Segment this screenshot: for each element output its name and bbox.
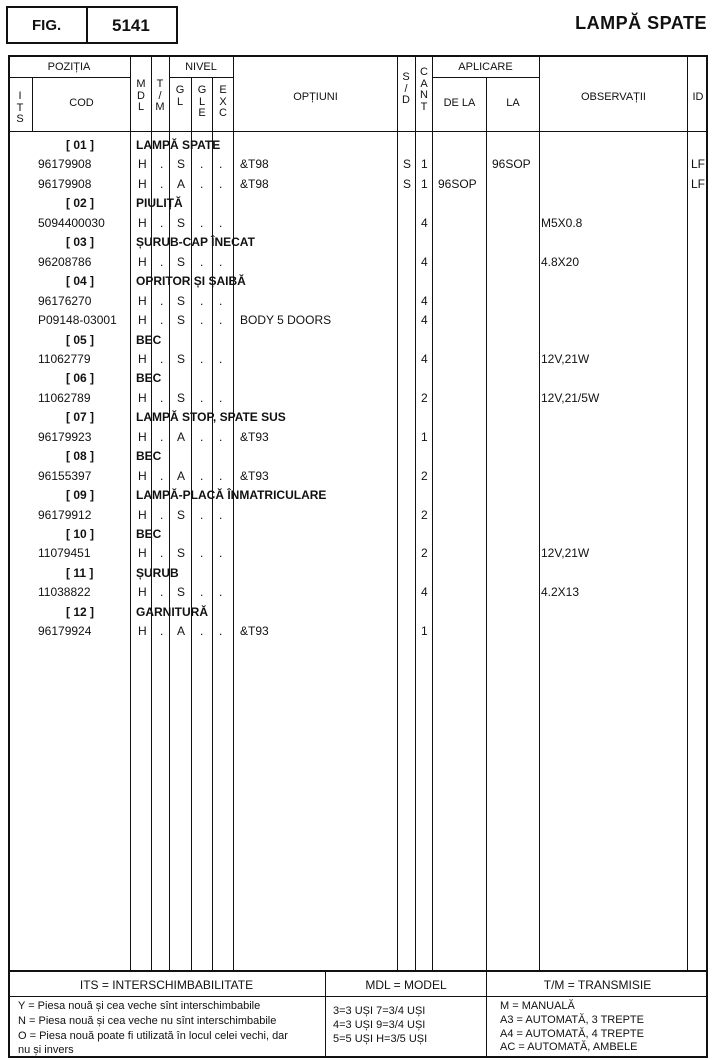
applies-from: 96SOP — [438, 176, 477, 191]
transmission-code: . — [160, 215, 164, 230]
observation: 12V,21W — [541, 546, 590, 561]
level-gl: S — [177, 254, 186, 269]
model-code: H — [138, 157, 147, 172]
legend-mdl-line: 4=3 UȘI 9=3/4 UȘI — [333, 1019, 426, 1031]
model-code: H — [138, 507, 147, 522]
level-gl: S — [177, 157, 186, 172]
quantity: 4 — [421, 351, 428, 366]
legend-mdl-line: 5=5 UȘI H=3/5 UȘI — [333, 1033, 428, 1045]
quantity: 4 — [421, 254, 428, 269]
section-name: GARNITURĂ — [136, 604, 208, 619]
quantity: 4 — [421, 585, 428, 600]
figure-number: 5141 — [112, 16, 150, 35]
section-position: [ 04 ] — [66, 274, 95, 289]
model-code: H — [138, 546, 147, 561]
section-header — [0, 603, 715, 622]
part-code: 96179924 — [38, 624, 92, 639]
quantity: 1 — [421, 176, 428, 191]
table-row — [0, 544, 715, 563]
section-name: BEC — [136, 371, 162, 386]
transmission-code: . — [160, 254, 164, 269]
model-code: H — [138, 176, 147, 191]
header-observatii: OBSERVAȚII — [580, 91, 646, 103]
legend-its-title: ITS = INTERSCHIMBABILITATE — [79, 978, 254, 992]
header-sd: S / D — [402, 71, 410, 106]
level-gl: S — [177, 293, 186, 308]
observation: M5X0.8 — [541, 215, 583, 230]
section-header — [0, 331, 715, 350]
table-row — [0, 622, 715, 641]
level-gle: . — [200, 585, 204, 600]
level-gl: S — [177, 215, 186, 230]
level-gle: . — [200, 390, 204, 405]
transmission-code: . — [160, 313, 164, 328]
figure-label: FIG. — [32, 17, 62, 34]
table-row — [0, 311, 715, 330]
observation: 4.8X20 — [541, 254, 580, 269]
option-code: &T93 — [240, 429, 269, 444]
section-name: LAMPĂ STOP, SPATE SUS — [136, 410, 286, 425]
quantity: 2 — [421, 546, 428, 561]
section-position: [ 09 ] — [66, 488, 95, 503]
section-header — [0, 408, 715, 427]
option-code: &T93 — [240, 624, 269, 639]
section-header — [0, 486, 715, 505]
legend-tm-line: M = MANUALĂ — [500, 1000, 575, 1012]
level-gle: . — [200, 157, 204, 172]
section-name: BEC — [136, 449, 162, 464]
legend-tm-line: AC = AUTOMATĂ, AMBELE — [500, 1041, 638, 1053]
level-gle: . — [200, 507, 204, 522]
level-exc: . — [219, 390, 223, 405]
model-code: H — [138, 313, 147, 328]
level-gl: S — [177, 351, 186, 366]
quantity: 4 — [421, 293, 428, 308]
table-row — [0, 292, 715, 311]
section-name: LAMPĂ SPATE — [136, 138, 221, 152]
page-title: LAMPĂ SPATE — [575, 13, 707, 33]
model-code: H — [138, 624, 147, 639]
section-name: BEC — [136, 527, 162, 541]
header-mdl: M D L — [136, 78, 146, 113]
level-exc: . — [219, 293, 223, 308]
level-gle: . — [200, 254, 204, 269]
part-code: 11038822 — [38, 585, 91, 600]
model-code: H — [138, 215, 147, 230]
level-gl: A — [177, 429, 186, 444]
level-gle: . — [200, 429, 204, 444]
header-pozitia: POZIȚIA — [47, 61, 91, 73]
quantity: 2 — [421, 507, 428, 522]
observation: 4.2X13 — [541, 585, 580, 600]
transmission-code: . — [160, 507, 164, 522]
level-gl: A — [177, 468, 186, 483]
table-row — [0, 253, 715, 272]
header-aplicare: APLICARE — [458, 61, 513, 73]
level-gle: . — [200, 313, 204, 328]
option-code: BODY 5 DOORS — [240, 313, 332, 328]
observation: 12V,21/5W — [541, 390, 600, 405]
model-code: H — [138, 468, 147, 483]
section-header — [0, 525, 715, 544]
observation: 12V,21W — [541, 351, 590, 366]
section-header — [0, 233, 715, 252]
quantity: 1 — [421, 157, 428, 172]
part-code: 96179908 — [38, 157, 92, 172]
quantity: 1 — [421, 624, 428, 639]
level-exc: . — [219, 468, 223, 483]
level-gle: . — [200, 176, 204, 191]
quantity: 1 — [421, 429, 428, 444]
model-code: H — [138, 254, 147, 269]
level-gl: S — [177, 585, 186, 600]
header-tm: T / M — [155, 78, 165, 113]
header-cod: COD — [69, 97, 94, 109]
level-gle: . — [200, 351, 204, 366]
header-gl: G L — [175, 84, 185, 108]
id-code: LF — [691, 157, 706, 172]
part-code: 96179908 — [38, 176, 92, 191]
side-code: S — [403, 157, 412, 172]
model-code: H — [138, 293, 147, 308]
level-exc: . — [219, 254, 223, 269]
option-code: &T98 — [240, 176, 269, 191]
section-header — [0, 369, 715, 388]
section-position: [ 06 ] — [66, 371, 95, 386]
table-row — [0, 350, 715, 369]
table-row — [0, 389, 715, 408]
part-code: 11062789 — [38, 390, 91, 405]
quantity: 4 — [421, 313, 428, 328]
header-exc: E X C — [219, 84, 227, 119]
header-la: LA — [506, 97, 520, 109]
part-code: 5094400030 — [38, 215, 105, 230]
part-code: 11062779 — [38, 351, 91, 366]
section-name: LAMPĂ-PLACĂ ÎNMATRICULARE — [136, 488, 327, 503]
section-name: OPRITOR ȘI ȘAIBĂ — [136, 274, 246, 289]
model-code: H — [138, 585, 147, 600]
level-exc: . — [219, 624, 223, 639]
section-header — [0, 136, 715, 155]
option-code: &T98 — [240, 157, 269, 172]
section-position: [ 08 ] — [66, 449, 95, 464]
transmission-code: . — [160, 429, 164, 444]
header-de-la: DE LA — [443, 97, 476, 109]
quantity: 4 — [421, 215, 428, 230]
model-code: H — [138, 351, 147, 366]
section-header — [0, 272, 715, 291]
section-position: [ 02 ] — [66, 196, 95, 211]
transmission-code: . — [160, 157, 164, 172]
table-row — [0, 155, 715, 174]
id-code: LF — [691, 176, 706, 191]
section-name: ȘURUB — [136, 565, 179, 580]
transmission-code: . — [160, 351, 164, 366]
transmission-code: . — [160, 390, 164, 405]
legend-its-line: O = Piesa nouă poate fi utilizată în locul celei vechi, dar — [18, 1030, 288, 1042]
legend-its-line: N = Piesa nouă și cea veche nu sînt interschimbabile — [18, 1015, 277, 1027]
level-gle: . — [200, 468, 204, 483]
part-code: 96176270 — [38, 293, 92, 308]
table-row — [0, 428, 715, 447]
section-name: PIULIȚĂ — [136, 196, 183, 211]
legend-its-line: Y = Piesa nouă și cea veche sînt interschimbabile — [18, 1000, 261, 1012]
level-gle: . — [200, 624, 204, 639]
section-position: [ 05 ] — [66, 332, 95, 347]
section-position: [ 11 ] — [66, 565, 94, 580]
level-gl: S — [177, 313, 186, 328]
transmission-code: . — [160, 293, 164, 308]
level-exc: . — [219, 546, 223, 561]
part-code: 11079451 — [38, 546, 91, 561]
quantity: 2 — [421, 468, 428, 483]
side-code: S — [403, 176, 412, 191]
part-code: 96208786 — [38, 254, 92, 269]
model-code: H — [138, 390, 147, 405]
level-exc: . — [219, 176, 223, 191]
section-name: ȘURUB-CAP ÎNECAT — [136, 235, 255, 250]
legend-tm-line: A3 = AUTOMATĂ, 3 TREPTE — [500, 1014, 644, 1026]
transmission-code: . — [160, 546, 164, 561]
model-code: H — [138, 429, 147, 444]
level-exc: . — [219, 585, 223, 600]
level-exc: . — [219, 313, 223, 328]
table-row — [0, 506, 715, 525]
header-gle: G L E — [197, 84, 207, 119]
section-position: [ 07 ] — [66, 410, 95, 425]
header-optiuni: OPȚIUNI — [293, 91, 338, 103]
level-gl: A — [177, 176, 186, 191]
section-header — [0, 194, 715, 213]
applies-to: 96SOP — [492, 157, 531, 172]
section-header — [0, 447, 715, 466]
level-gl: S — [177, 546, 186, 561]
table-row — [0, 583, 715, 602]
legend-mdl-line: 3=3 UȘI 7=3/4 UȘI — [333, 1005, 426, 1017]
level-exc: . — [219, 157, 223, 172]
legend-tm-title: T/M = TRANSMISIE — [543, 978, 652, 992]
legend-its-line: nu și invers — [18, 1044, 74, 1056]
section-position: [ 01 ] — [66, 138, 95, 152]
level-gl: S — [177, 507, 186, 522]
level-exc: . — [219, 429, 223, 444]
quantity: 2 — [421, 390, 428, 405]
level-exc: . — [219, 351, 223, 366]
table-row — [0, 175, 715, 194]
transmission-code: . — [160, 624, 164, 639]
level-gle: . — [200, 215, 204, 230]
transmission-code: . — [160, 468, 164, 483]
section-position: [ 03 ] — [66, 235, 95, 250]
level-gl: A — [177, 624, 186, 639]
part-code: P09148-03001 — [38, 313, 117, 328]
level-exc: . — [219, 507, 223, 522]
transmission-code: . — [160, 176, 164, 191]
table-row — [0, 467, 715, 486]
option-code: &T93 — [240, 468, 269, 483]
header-cant: C A N T — [420, 66, 428, 113]
legend-tm-line: A4 = AUTOMATĂ, 4 TREPTE — [500, 1028, 644, 1040]
transmission-code: . — [160, 585, 164, 600]
header-its: I T S — [16, 90, 24, 125]
section-position: [ 12 ] — [66, 604, 95, 619]
level-gle: . — [200, 293, 204, 308]
header-id: ID — [692, 91, 704, 103]
level-gle: . — [200, 546, 204, 561]
legend-mdl-title: MDL = MODEL — [365, 978, 447, 992]
part-code: 96179923 — [38, 429, 92, 444]
part-code: 96155397 — [38, 468, 92, 483]
level-gl: S — [177, 390, 186, 405]
part-code: 96179912 — [38, 507, 92, 522]
section-name: BEC — [136, 332, 162, 347]
table-row — [0, 214, 715, 233]
section-position: [ 10 ] — [66, 527, 95, 541]
level-exc: . — [219, 215, 223, 230]
section-header — [0, 564, 715, 583]
header-nivel: NIVEL — [185, 61, 217, 73]
